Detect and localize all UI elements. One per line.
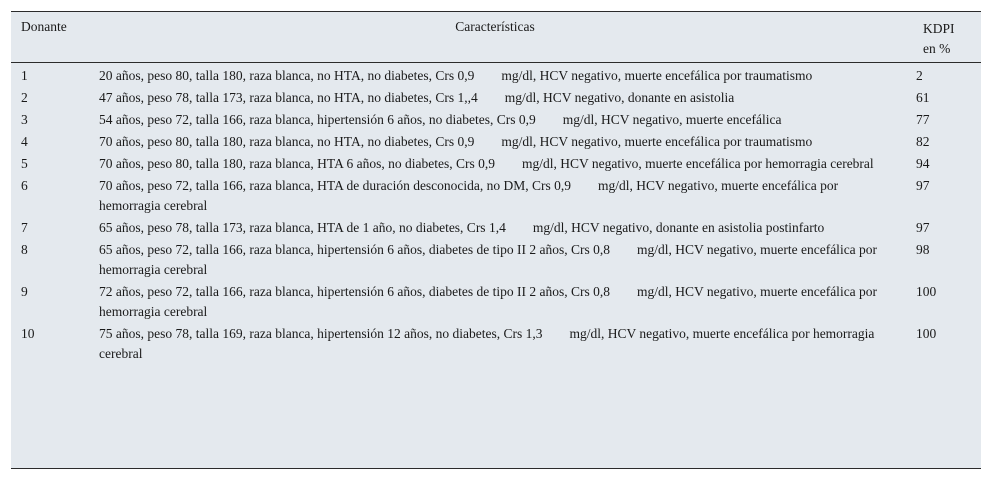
donor-table [11,11,981,469]
donor-characteristics: 47 años, peso 78, talla 173, raza blanca, no HTA, no diabetes, Crs 1,,4 mg/dl, HCV negativo, donante en asistolia [99,90,735,105]
table-row [11,240,981,280]
donor-characteristics: 75 años, peso 78, talla 169, raza blanca, hipertensión 12 años, no diabetes, Crs 1,3 mg/dl, HCV negativo, muerte encefálica por hemorragia cerebral [99,326,875,361]
donor-number: 2 [21,90,28,105]
table-row [11,66,981,86]
header-donante: Donante [21,19,67,34]
donor-characteristics: 70 años, peso 72, talla 166, raza blanca, HTA de duración desconocida, no DM, Crs 0,9 mg/dl, HCV negativo, muerte encefálica por hemorragia cerebral [99,178,839,213]
table-row [11,324,981,364]
donor-kdpi: 82 [916,134,930,149]
donor-characteristics: 54 años, peso 72, talla 166, raza blanca, hipertensión 6 años, no diabetes, Crs 0,9 mg/dl, HCV negativo, muerte encefálica [99,112,782,127]
table-row [11,110,981,130]
donor-number: 7 [21,220,28,235]
donor-kdpi: 61 [916,90,930,105]
donor-kdpi: 100 [916,326,937,341]
table-row [11,154,981,174]
donor-kdpi: 94 [916,156,930,171]
donor-number: 1 [21,68,28,83]
table-row [11,282,981,322]
donor-characteristics: 70 años, peso 80, talla 180, raza blanca, no HTA, no diabetes, Crs 0,9 mg/dl, HCV negativo, muerte encefálica por traumatismo [99,134,813,149]
donor-characteristics: 72 años, peso 72, talla 166, raza blanca, hipertensión 6 años, diabetes de tipo II 2 años, Crs 0,8 mg/dl, HCV negativo, muerte encefálica por hemorragia cerebral [99,284,878,319]
table-header [11,12,981,63]
donor-kdpi: 77 [916,112,930,127]
donor-kdpi: 97 [916,220,930,235]
table-body [11,63,981,364]
donor-number: 5 [21,156,28,171]
donor-kdpi: 100 [916,284,937,299]
donor-characteristics: 20 años, peso 80, talla 180, raza blanca, no HTA, no diabetes, Crs 0,9 mg/dl, HCV negativo, muerte encefálica por traumatismo [99,68,813,83]
table-row [11,176,981,216]
donor-kdpi: 98 [916,242,930,257]
header-caracteristicas: Características [455,19,535,34]
header-kdpi [923,19,955,59]
donor-characteristics: 65 años, peso 72, talla 166, raza blanca, hipertensión 6 años, diabetes de tipo II 2 años, Crs 0,8 mg/dl, HCV negativo, muerte encefálica por hemorragia cerebral [99,242,878,277]
table-row [11,218,981,238]
table-row [11,132,981,152]
donor-characteristics: 65 años, peso 78, talla 173, raza blanca, HTA de 1 año, no diabetes, Crs 1,4 mg/dl, HCV negativo, donante en asistolia postinfarto [99,220,825,235]
donor-number: 9 [21,284,28,299]
header-kdpi-line2: en % [923,41,951,56]
donor-kdpi: 2 [916,68,923,83]
donor-characteristics: 70 años, peso 80, talla 180, raza blanca, HTA 6 años, no diabetes, Crs 0,9 mg/dl, HCV negativo, muerte encefálica por hemorragia cerebral [99,156,874,171]
donor-kdpi: 97 [916,178,930,193]
table-row [11,88,981,108]
donor-number: 10 [21,326,35,341]
donor-number: 6 [21,178,28,193]
donor-number: 8 [21,242,28,257]
donor-number: 4 [21,134,28,149]
donor-number: 3 [21,112,28,127]
header-kdpi-line1: KDPI [923,21,955,36]
